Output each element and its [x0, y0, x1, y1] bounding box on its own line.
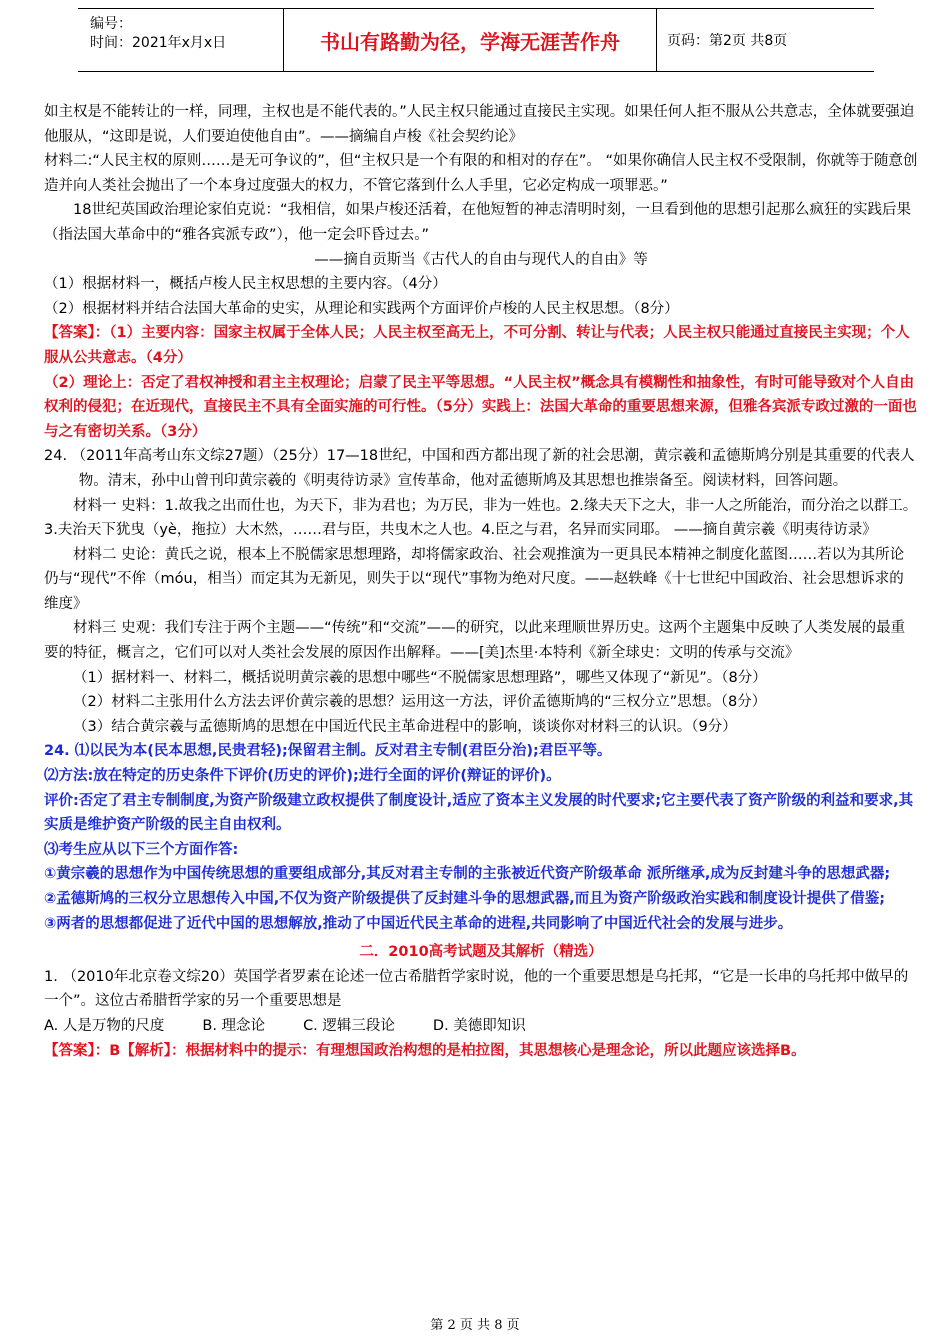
question-24: 24. （2011年高考山东文综27题）（25分）17—18世纪，中国和西方都出现了新的社会思潮，黄宗羲和孟德斯鸠分别是其重要的代表人物。清末，孙中山曾刊印黄宗羲的《明夷待访录》宣传革命，他对孟德斯鸠及其思想也推崇备至。阅读材料，回答问题。	[44, 448, 915, 489]
material-1: 材料一 史料：1.故我之出而仕也，为天下，非为君也；为万民，非为一姓也。2.缘夫天下之大，非一人之所能治，而分治之以群工。3.夫治天下犹曳（yè，拖拉）大木然，……君与臣，共曳木之人也。4.臣之与君，名异而实同耶。 ——摘自黄宗羲《明夷待访录》	[44, 497, 918, 539]
sub-question: （3）结合黄宗羲与孟德斯鸠的思想在中国近代民主革命进程中的影响，谈谈你对材料三的认识。（9分）	[73, 718, 737, 735]
number-label: 编号：	[90, 16, 132, 32]
header-meta	[78, 9, 284, 71]
document-body	[44, 100, 918, 1063]
answer-24: ⑶考生应从以下三个方面作答:	[44, 841, 239, 858]
sub-question: （1）据材料一、材料二，概括说明黄宗羲的思想中哪些“不脱儒家思想理路”，哪些又体现了“新见”。（8分）	[73, 669, 767, 686]
paragraph: 18世纪英国政治理论家伯克说：“我相信，如果卢梭还活着，在他短暂的神志清明时刻，一旦看到他的思想引起那么疯狂的实践后果（指法国大革命中的“雅各宾派专政”），他一定会吓昏过去。”	[44, 202, 911, 243]
paragraph: 材料二:“人民主权的原则……是无可争议的”，但“主权只是一个有限的和相对的存在”。 “如果你确信人民主权不受限制，你就等于随意创造并向人类社会抛出了一个本身过度强大的权力，不管它落到什么人手里，它必定构成一项罪恶。”	[44, 153, 918, 194]
answer-1: 【答案】：B【解析】：根据材料中的提示：有理想国政治构想的是柏拉图，其思想核心是理念论，所以此题应该选择B。	[44, 1042, 806, 1059]
sub-question: （2）材料二主张用什么方法去评价黄宗羲的思想？运用这一方法，评价孟德斯鸠的“三权分立”思想。（8分）	[73, 694, 767, 711]
paragraph: 如主权是不能转让的一样，同理，主权也是不能代表的。”人民主权只能通过直接民主实现。如果任何人拒不服从公共意志，全体就要强迫他服从，“这即是说，人们要迫使他自由”。——摘编自卢梭《社会契约论》	[44, 104, 915, 145]
header-page-info: 页码：第2页 共8页	[667, 33, 788, 49]
question: （2）根据材料并结合法国大革命的史实，从理论和实践两个方面评价卢梭的人民主权思想。（8分）	[44, 300, 679, 317]
answer: 【答案】：（1）主要内容：国家主权属于全体人民；人民主权至高无上，不可分割、转让与代表；人民主权只能通过直接民主实现；个人服从公共意志。（4分）	[44, 325, 910, 366]
time-label: 时间：2021年x月x日	[90, 35, 227, 51]
option-c: C. 逻辑三段论	[303, 1017, 395, 1034]
answer-24: ⑵方法:放在特定的历史条件下评价(历史的评价);进行全面的评价(辩证的评价)。	[44, 768, 561, 785]
answer-24: 评价:否定了君主专制制度,为资产阶级建立政权提供了制度设计,适应了资本主义发展的时代要求;它主要代表了资产阶级的利益和要求,其实质是维护资产阶级的民主自由权利。	[44, 792, 914, 834]
option-d: D. 美德即知识	[432, 1017, 526, 1034]
answer-24: ①黄宗羲的思想作为中国传统思想的重要组成部分,其反对君主专制的主张被近代资产阶级革命 派所继承,成为反封建斗争的思想武器;	[44, 866, 891, 883]
section-heading: 二．2010高考试题及其解析（精选）	[359, 944, 603, 961]
page-footer: 第 2 页 共 8 页	[430, 1318, 520, 1333]
header-motto: 书山有路勤为径，学海无涯苦作舟	[284, 9, 657, 71]
material-3: 材料三 史观：我们专注于两个主题——“传统”和“交流”——的研究，以此来理顺世界历史。这两个主题集中反映了人类发展的最重要的特征，概言之，它们可以对人类社会发展的原因作出解释。——[美]杰里·本特利《新全球史：文明的传承与交流》	[44, 620, 906, 662]
answer-24: 24. ⑴以民为本(民本思想,民贵君轻);保留君主制。反对君主专制(君臣分治);君臣平等。	[44, 743, 612, 760]
options	[44, 1014, 918, 1039]
answer-24: ②孟德斯鸠的三权分立思想传入中国,不仅为资产阶级提供了反封建斗争的思想武器,而且为资产阶级政治实践和制度设计提供了借鉴;	[44, 891, 886, 907]
answer: （2）理论上：否定了君权神授和君主主权理论；启蒙了民主平等思想。“人民主权”概念具有模糊性和抽象性，有时可能导致对个人自由权利的侵犯；在近现代，直接民主不具有全面实施的可行性。（5分）实践上：法国大革命的重要思想来源，但雅各宾派专政过激的一面也与之有密切关系。（3分）	[44, 374, 917, 440]
citation: ——摘自贡斯当《古代人的自由与现代人的自由》等	[314, 251, 648, 268]
option-b: B. 理念论	[202, 1017, 266, 1034]
question-1: 1. （2010年北京卷文综20）英国学者罗素在论述一位古希腊哲学家时说，他的一个重要思想是乌托邦，“它是一长串的乌托邦中做早的一个”。这位古希腊哲学家的另一个重要思想是	[44, 968, 909, 1010]
page-header	[78, 8, 874, 72]
question: （1）根据材料一，概括卢梭人民主权思想的主要内容。（4分）	[44, 276, 447, 293]
answer-24: ③两者的思想都促进了近代中国的思想解放,推动了中国近代民主革命的进程,共同影响了中国近代社会的发展与进步。	[44, 915, 793, 932]
option-a: A. 人是万物的尺度	[44, 1017, 165, 1034]
material-2: 材料二 史论：黄氏之说，根本上不脱儒家思想理路，却将儒家政治、社会观推演为一更具民本精神之制度化蓝图……若以为其所论仍与“现代”不侔（móu，相当）而定其为无新见，则失于以“现代”事物为绝对尺度。——赵轶峰《十七世纪中国政治、社会思想诉求的维度》	[44, 546, 905, 612]
